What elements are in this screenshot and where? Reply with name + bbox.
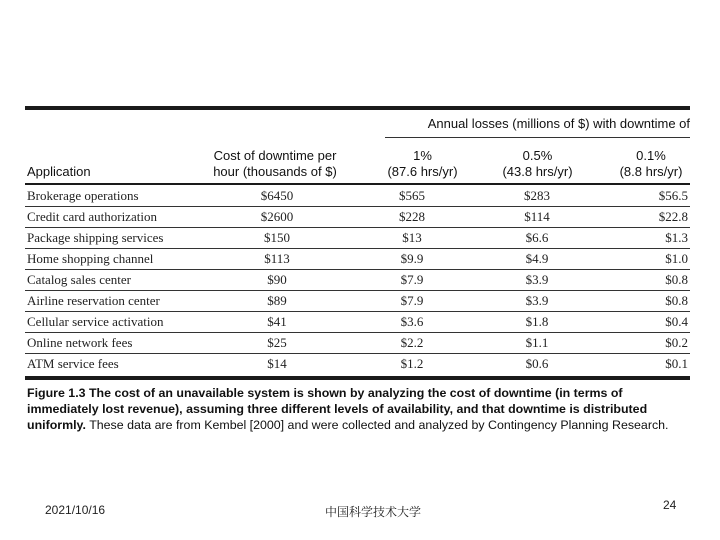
cell-loss-01pct: $0.8 (587, 291, 690, 312)
table-row (25, 228, 690, 249)
cell-cost-per-hour: $150 (217, 228, 337, 249)
cell-loss-1pct: $13 (337, 228, 487, 249)
table-row (25, 291, 690, 312)
header-01pct-line2: (8.8 hrs/yr) (619, 164, 683, 179)
table-row (25, 249, 690, 270)
cell-application: Package shipping services (25, 228, 217, 249)
caption-bold-text: The cost of an unavailable system is shown by analyzing the cost of downtime (in terms of immediately lost revenue), assuming three different levels of availability, and that downtime is distributed uniformly. (27, 386, 648, 432)
cell-application: Home shopping channel (25, 249, 217, 270)
cell-cost-per-hour: $89 (217, 291, 337, 312)
footer-institution: 中国科学技术大学 (325, 505, 422, 519)
cell-loss-01pct: $1.3 (587, 228, 690, 249)
page-number: 24 (663, 498, 677, 512)
cell-loss-01pct: $0.4 (587, 312, 690, 333)
cell-application: Airline reservation center (25, 291, 217, 312)
header-cost (200, 148, 350, 180)
table-row (25, 207, 690, 228)
cell-loss-1pct: $3.6 (337, 312, 487, 333)
header-05pct-line2: (43.8 hrs/yr) (502, 164, 573, 179)
downtime-cost-table (25, 186, 690, 374)
top-rule (25, 106, 690, 110)
header-rule (25, 183, 690, 185)
cell-loss-05pct: $6.6 (487, 228, 587, 249)
cell-loss-1pct: $7.9 (337, 291, 487, 312)
table-row (25, 270, 690, 291)
header-cost-line2: hour (thousands of $) (213, 164, 337, 179)
cell-loss-01pct: $56.5 (587, 186, 690, 207)
cell-loss-1pct: $2.2 (337, 333, 487, 354)
header-application: Application (27, 164, 91, 179)
cell-cost-per-hour: $14 (267, 356, 287, 371)
cell-application: Catalog sales center (25, 270, 217, 291)
cell-cost-per-hour: $6450 (217, 186, 337, 207)
cell-loss-1pct: $228 (337, 207, 487, 228)
cell-loss-05pct: $0.6 (525, 356, 549, 371)
cell-loss-05pct: $1.1 (487, 333, 587, 354)
cell-loss-1pct: $9.9 (337, 249, 487, 270)
table-row (25, 312, 690, 333)
cell-cost-per-hour: $41 (217, 312, 337, 333)
cell-loss-05pct: $114 (487, 207, 587, 228)
group-header: Annual losses (millions of $) with downtime of (427, 116, 690, 131)
header-05pct-line1: 0.5% (522, 148, 553, 163)
cell-loss-1pct: $565 (337, 186, 487, 207)
cell-loss-01pct: $0.1 (665, 356, 688, 371)
cell-cost-per-hour: $2600 (217, 207, 337, 228)
table-row (25, 333, 690, 354)
cell-loss-01pct: $1.0 (587, 249, 690, 270)
table-row (25, 354, 690, 375)
caption-label: Figure 1.3 (27, 386, 86, 400)
header-cost-line1: Cost of downtime per (213, 148, 337, 163)
caption-text: These data are from Kembel [2000] and were collected and analyzed by Contingency Planning Research. (85, 418, 669, 432)
cell-loss-01pct: $0.8 (587, 270, 690, 291)
header-1pct-line1: 1% (413, 148, 432, 163)
cell-application: Brokerage operations (25, 186, 217, 207)
cell-loss-01pct: $0.2 (587, 333, 690, 354)
header-1pct (365, 148, 480, 180)
cell-loss-01pct: $22.8 (587, 207, 690, 228)
cell-loss-05pct: $283 (487, 186, 587, 207)
cell-application: Cellular service activation (25, 312, 217, 333)
header-1pct-line2: (87.6 hrs/yr) (387, 164, 458, 179)
header-01pct-line1: 0.1% (636, 148, 666, 163)
group-rule (385, 137, 690, 138)
cell-cost-per-hour: $113 (217, 249, 337, 270)
cell-loss-05pct: $4.9 (487, 249, 587, 270)
cell-loss-05pct: $3.9 (487, 291, 587, 312)
cell-loss-05pct: $3.9 (487, 270, 587, 291)
cell-loss-1pct: $1.2 (400, 356, 424, 371)
cell-cost-per-hour: $25 (217, 333, 337, 354)
cell-loss-05pct: $1.8 (487, 312, 587, 333)
cell-application: ATM service fees (27, 356, 119, 371)
cell-application: Credit card authorization (25, 207, 217, 228)
footer-date: 2021/10/16 (45, 503, 106, 517)
bottom-rule (25, 376, 690, 380)
cell-application: Online network fees (25, 333, 217, 354)
header-05pct (480, 148, 595, 180)
cell-loss-1pct: $7.9 (337, 270, 487, 291)
cell-cost-per-hour: $90 (217, 270, 337, 291)
header-01pct (610, 148, 692, 180)
table-row (25, 186, 690, 207)
figure-caption (27, 385, 692, 433)
